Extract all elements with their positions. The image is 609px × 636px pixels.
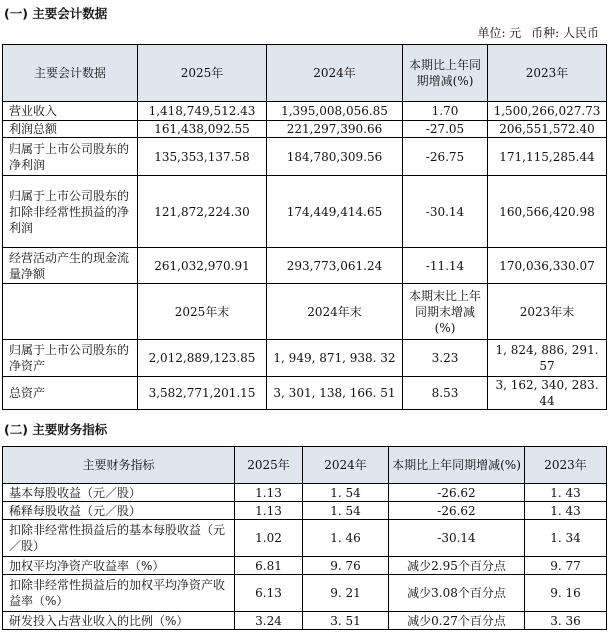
value-cell: 1.70 bbox=[403, 102, 488, 121]
value-cell: 3.23 bbox=[403, 340, 488, 377]
row-label: 扣除非经常性损益后的基本每股收益（元／股） bbox=[3, 520, 235, 557]
value-cell: 9. 76 bbox=[303, 557, 389, 575]
header-cell: 主要会计数据 bbox=[3, 45, 138, 102]
row-label: 总资产 bbox=[3, 377, 138, 410]
unit-currency-line bbox=[471, 24, 599, 41]
value-cell: 3, 162, 340, 283. 44 bbox=[488, 377, 607, 410]
value-cell: 减少3.08个百分点 bbox=[389, 575, 525, 612]
value-cell: 1. 43 bbox=[525, 502, 607, 520]
section-2-title: (二) 主要财务指标 bbox=[4, 422, 108, 437]
table-header-row bbox=[3, 447, 607, 484]
value-cell: 3, 301, 138, 166. 51 bbox=[267, 377, 403, 410]
value-cell: 135,353,137.58 bbox=[138, 138, 267, 176]
value-cell: 1,500,266,027.73 bbox=[488, 102, 607, 121]
value-cell: 1. 54 bbox=[303, 502, 389, 520]
value-cell: 261,032,970.91 bbox=[138, 248, 267, 284]
value-cell: 1.02 bbox=[235, 520, 303, 557]
section-1-title: (一) 主要会计数据 bbox=[4, 6, 108, 21]
value-cell: 2,012,889,123.85 bbox=[138, 340, 267, 377]
value-cell: 9. 21 bbox=[303, 575, 389, 612]
value-cell: 293,773,061.24 bbox=[267, 248, 403, 284]
value-cell: -26.62 bbox=[389, 484, 525, 502]
row-label: 基本每股收益（元／股） bbox=[3, 484, 235, 502]
value-cell: 221,297,390.66 bbox=[267, 121, 403, 138]
value-cell: 160,566,420.98 bbox=[488, 176, 607, 248]
value-cell: 3. 36 bbox=[525, 612, 607, 630]
accounting-data-table bbox=[2, 44, 607, 410]
value-cell: -30.14 bbox=[389, 520, 525, 557]
value-cell: 9. 77 bbox=[525, 557, 607, 575]
table-row bbox=[3, 138, 607, 176]
table-row bbox=[3, 248, 607, 284]
row-label: 研发投入占营业收入的比例（%） bbox=[3, 612, 235, 630]
table-row bbox=[3, 121, 607, 138]
table-row bbox=[3, 340, 607, 377]
value-cell: 1,395,008,056.85 bbox=[267, 102, 403, 121]
row-label: 加权平均净资产收益率（%） bbox=[3, 557, 235, 575]
value-cell: 3. 51 bbox=[303, 612, 389, 630]
value-cell: 6.13 bbox=[235, 575, 303, 612]
value-cell: 1. 34 bbox=[525, 520, 607, 557]
header-cell: 2025年末 bbox=[138, 284, 267, 340]
header-cell: 本期比上年同期增减(%) bbox=[389, 447, 525, 484]
header-cell: 2025年 bbox=[235, 447, 303, 484]
value-cell: 1. 46 bbox=[303, 520, 389, 557]
value-cell: -26.62 bbox=[389, 502, 525, 520]
header-cell: 2023年 bbox=[488, 45, 607, 102]
value-cell: -26.75 bbox=[403, 138, 488, 176]
value-cell: 1,418,749,512.43 bbox=[138, 102, 267, 121]
value-cell: 1. 54 bbox=[303, 484, 389, 502]
row-label: 利润总额 bbox=[3, 121, 138, 138]
value-cell: 1. 43 bbox=[525, 484, 607, 502]
table-row bbox=[3, 557, 607, 575]
value-cell: 减少2.95个百分点 bbox=[389, 557, 525, 575]
value-cell: 1.13 bbox=[235, 502, 303, 520]
row-label: 归属于上市公司股东的扣除非经常性损益的净利润 bbox=[3, 176, 138, 248]
table-row bbox=[3, 102, 607, 121]
value-cell: 184,780,309.56 bbox=[267, 138, 403, 176]
header-cell: 2024年 bbox=[303, 447, 389, 484]
value-cell: 121,872,224.30 bbox=[138, 176, 267, 248]
table-row bbox=[3, 520, 607, 557]
row-label: 稀释每股收益（元／股） bbox=[3, 502, 235, 520]
value-cell: 减少0.27个百分点 bbox=[389, 612, 525, 630]
table-row bbox=[3, 176, 607, 248]
table-row bbox=[3, 502, 607, 520]
financial-indicators-table bbox=[2, 446, 607, 630]
table-row bbox=[3, 612, 607, 630]
row-label: 归属于上市公司股东的净利润 bbox=[3, 138, 138, 176]
table-header-row bbox=[3, 45, 607, 102]
header-cell bbox=[3, 284, 138, 340]
value-cell: -30.14 bbox=[403, 176, 488, 248]
value-cell: 161,438,092.55 bbox=[138, 121, 267, 138]
value-cell: 174,449,414.65 bbox=[267, 176, 403, 248]
table-row bbox=[3, 575, 607, 612]
value-cell: 1.13 bbox=[235, 484, 303, 502]
value-cell: 206,551,572.40 bbox=[488, 121, 607, 138]
header-cell: 本期末比上年同期末增减(%) bbox=[403, 284, 488, 340]
header-cell: 2024年 bbox=[267, 45, 403, 102]
value-cell: 170,036,330.07 bbox=[488, 248, 607, 284]
value-cell: 8.53 bbox=[403, 377, 488, 410]
value-cell: 6.81 bbox=[235, 557, 303, 575]
header-cell: 主要财务指标 bbox=[3, 447, 235, 484]
row-label: 归属于上市公司股东的净资产 bbox=[3, 340, 138, 377]
value-cell: 9. 16 bbox=[525, 575, 607, 612]
row-label: 扣除非经常性损益后的加权平均净资产收益率（%） bbox=[3, 575, 235, 612]
header-cell: 2024年末 bbox=[267, 284, 403, 340]
table-row bbox=[3, 484, 607, 502]
value-cell: 3.24 bbox=[235, 612, 303, 630]
row-label: 营业收入 bbox=[3, 102, 138, 121]
value-cell: 3,582,771,201.15 bbox=[138, 377, 267, 410]
table-row bbox=[3, 377, 607, 410]
table-header-row bbox=[3, 284, 607, 340]
value-cell: -11.14 bbox=[403, 248, 488, 284]
value-cell: 1, 949, 871, 938. 32 bbox=[267, 340, 403, 377]
header-cell: 本期比上年同期增减(%) bbox=[403, 45, 488, 102]
value-cell: -27.05 bbox=[403, 121, 488, 138]
value-cell: 171,115,285.44 bbox=[488, 138, 607, 176]
header-cell: 2023年 bbox=[525, 447, 607, 484]
currency-label: 币种: 人民币 bbox=[531, 26, 599, 40]
header-cell: 2025年 bbox=[138, 45, 267, 102]
row-label: 经营活动产生的现金流量净额 bbox=[3, 248, 138, 284]
value-cell: 1, 824, 886, 291. 57 bbox=[488, 340, 607, 377]
header-cell: 2023年末 bbox=[488, 284, 607, 340]
unit-label: 单位: 元 bbox=[477, 26, 522, 40]
